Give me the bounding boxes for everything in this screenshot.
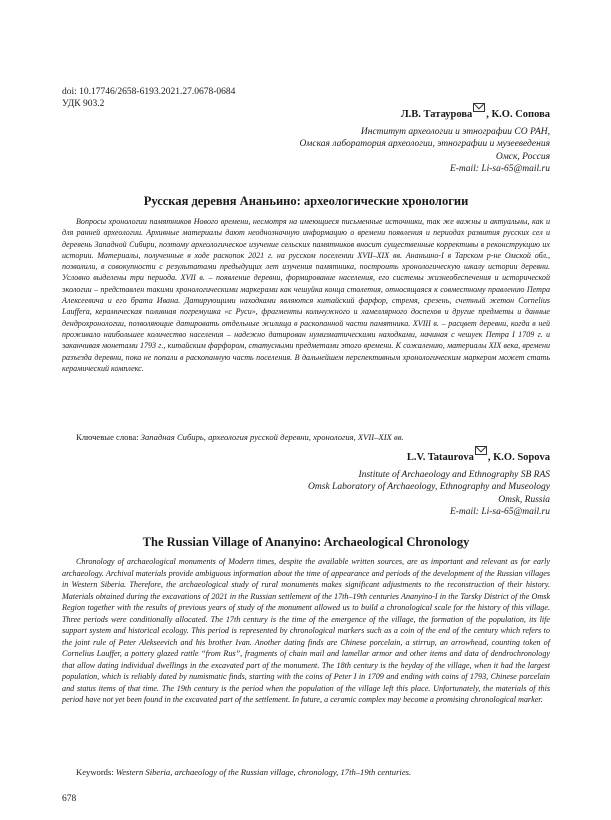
title-en: The Russian Village of Ananyino: Archaeological Chronology	[142, 535, 470, 549]
author-1-en: L.V. Tataurova	[406, 452, 474, 463]
authors-en	[407, 451, 550, 463]
doi: doi: 10.17746/2658-6193.2021.27.0678-0684	[62, 87, 236, 97]
keywords-ru	[62, 432, 550, 443]
abstract-en: Chronology of archaeological monuments of Modern times, despite the available written sources, are as important and relevant as for early archaeology. Archival materials provide ambiguous information about the time of appearance and periods of the development of the Russian villages in Western Siberia. Therefore, the archaeological study of rural monuments makes significant adjustments to the reconstruction of their history. Materials obtained during the excavations of 2021 in the Russian settlement of the 17th–19th centuries Ananyino-I in the Tarsky District of the Omsk Region together with the results of previous years of study of the monument allowed us to build a chronological scale for the history of this village. Three periods were conditionally allocated. The 17th century is the time of the emergence of the village, the formation of the population, its life support system and historical ecology. This period is represented by chronological markers such as a coin of the end of the century which refers to the joint rule of Peter Alekseevich and his brother Ivan. Another dating finds are Chinese porcelain, a stirrup, an arrowhead, counting token of Cornelius Lauffer, a pottery glazed rattle “from Rus”, fragments of chain mail and lamellar armor and other items and data of dendrochronology that allow dating individual dwellings in the excavated part of the monument. The 18th century is the heyday of the village, when it had the largest population, which is reliably dated by numismatic finds, starting with the coins of Peter I in 1709 and ending with coins of 1793, Chinese porcelain and status items of that time. The 19th century is the period when the population of the village left this place. Unfortunately, the materials of this period have not yet been found in the excavated part of the settlement. In future, a ceramic complex may become a promising chronological marker.	[62, 557, 550, 704]
authors-ru	[401, 108, 550, 120]
keywords-label: Ключевые слова:	[76, 432, 141, 442]
author-1-ru: Л.В. Татаурова	[400, 109, 473, 120]
affiliation-line: Omsk Laboratory of Archaeology, Ethnography and Museology	[308, 482, 550, 493]
affiliation-line: Омская лаборатория археологии, этнографии и музееведения	[299, 139, 550, 150]
affiliation-line: Институт археологии и этнографии СО РАН,	[360, 127, 550, 137]
affiliation-line: Omsk, Russia	[498, 494, 550, 505]
affiliation-en	[308, 469, 550, 518]
article-meta	[62, 86, 235, 110]
page-number: 678	[62, 794, 77, 804]
affiliation-email: E-mail: Li-sa-65@mail.ru	[449, 163, 550, 174]
keywords-list: Western Siberia, archaeology of the Russian village, chronology, 17th–19th centuries.	[115, 767, 412, 777]
abstract-ru: Вопросы хронологии памятников Нового времени, несмотря на имеющиеся письменные источники, так же важны и актуальны, как и для ранней археологии. Архивные материалы дают неоднозначную информацию о времени появления и периодах развития русских сел и деревень Западной Сибири, поэтому археологическое изучение сельских памятников вносит существенные коррективы в реконструкцию их истории. Материалы, полученные в ходе раскопок 2021 г. на русском поселении XVII–XIX вв. Ананьино-I в Тарском р-не Омской обл., позволили, в совокупности с результатами предыдущих лет изучения памятника, построить хронологическую шкалу истории деревни. Условно выделены три периода. XVII в. – появление деревни, формирование населения, его системы жизнеобеспечения и исторической экологии – представлен такими хронологическими маркерами как чешуйка конца столетия, относящаяся к совместному правлению Петра Алексеевича и его брата Ивана. Датирующими находками являются китайский фарфор, стремя, срезень, счетный жетон Cornelius Lauffera, керамическая поливная погремушка «с Руси», фрагменты кольчужного и ламеллярного доспехов и другие предметы и данные дендрохронологии, позволяющие датировать отдельные жилища в раскопанной части памятника. XVIII в. – расцвет деревни, когда в ней проживало наибольшее количество населения – надежно датирован нумизматическими находками, начиная с чешуек Петра I 1709 г. и заканчивая монетами 1793 г., китайским фарфором, статусными предметами этого времени. К сожалению, материалы XIX века, времени разъезда деревни, пока не попали в раскопанную часть поселения. В дальнейшем перспективным хронологическим маркером может стать керамический комплекс.	[62, 217, 550, 373]
keywords-list: Западная Сибирь, археология русской деревни, хронология, XVII–XIX вв.	[140, 432, 404, 442]
keywords-en	[62, 767, 550, 778]
email-envelope-icon	[473, 103, 485, 112]
affiliation-line: Омск, Россия	[495, 151, 550, 162]
title-ru: Русская деревня Ананьино: археологические хронологии	[143, 194, 469, 208]
author-2-ru: , К.О. Сопова	[486, 109, 550, 120]
author-2-en: , K.O. Sopova	[487, 452, 550, 463]
affiliation-line: Institute of Archaeology and Ethnography SB RAS	[358, 470, 550, 480]
email-envelope-icon	[475, 446, 487, 455]
affiliation-email: E-mail: Li-sa-65@mail.ru	[449, 506, 550, 517]
keywords-label: Keywords:	[76, 767, 116, 777]
udc-code: УДК 903.2	[62, 99, 105, 109]
affiliation-ru	[299, 126, 550, 175]
